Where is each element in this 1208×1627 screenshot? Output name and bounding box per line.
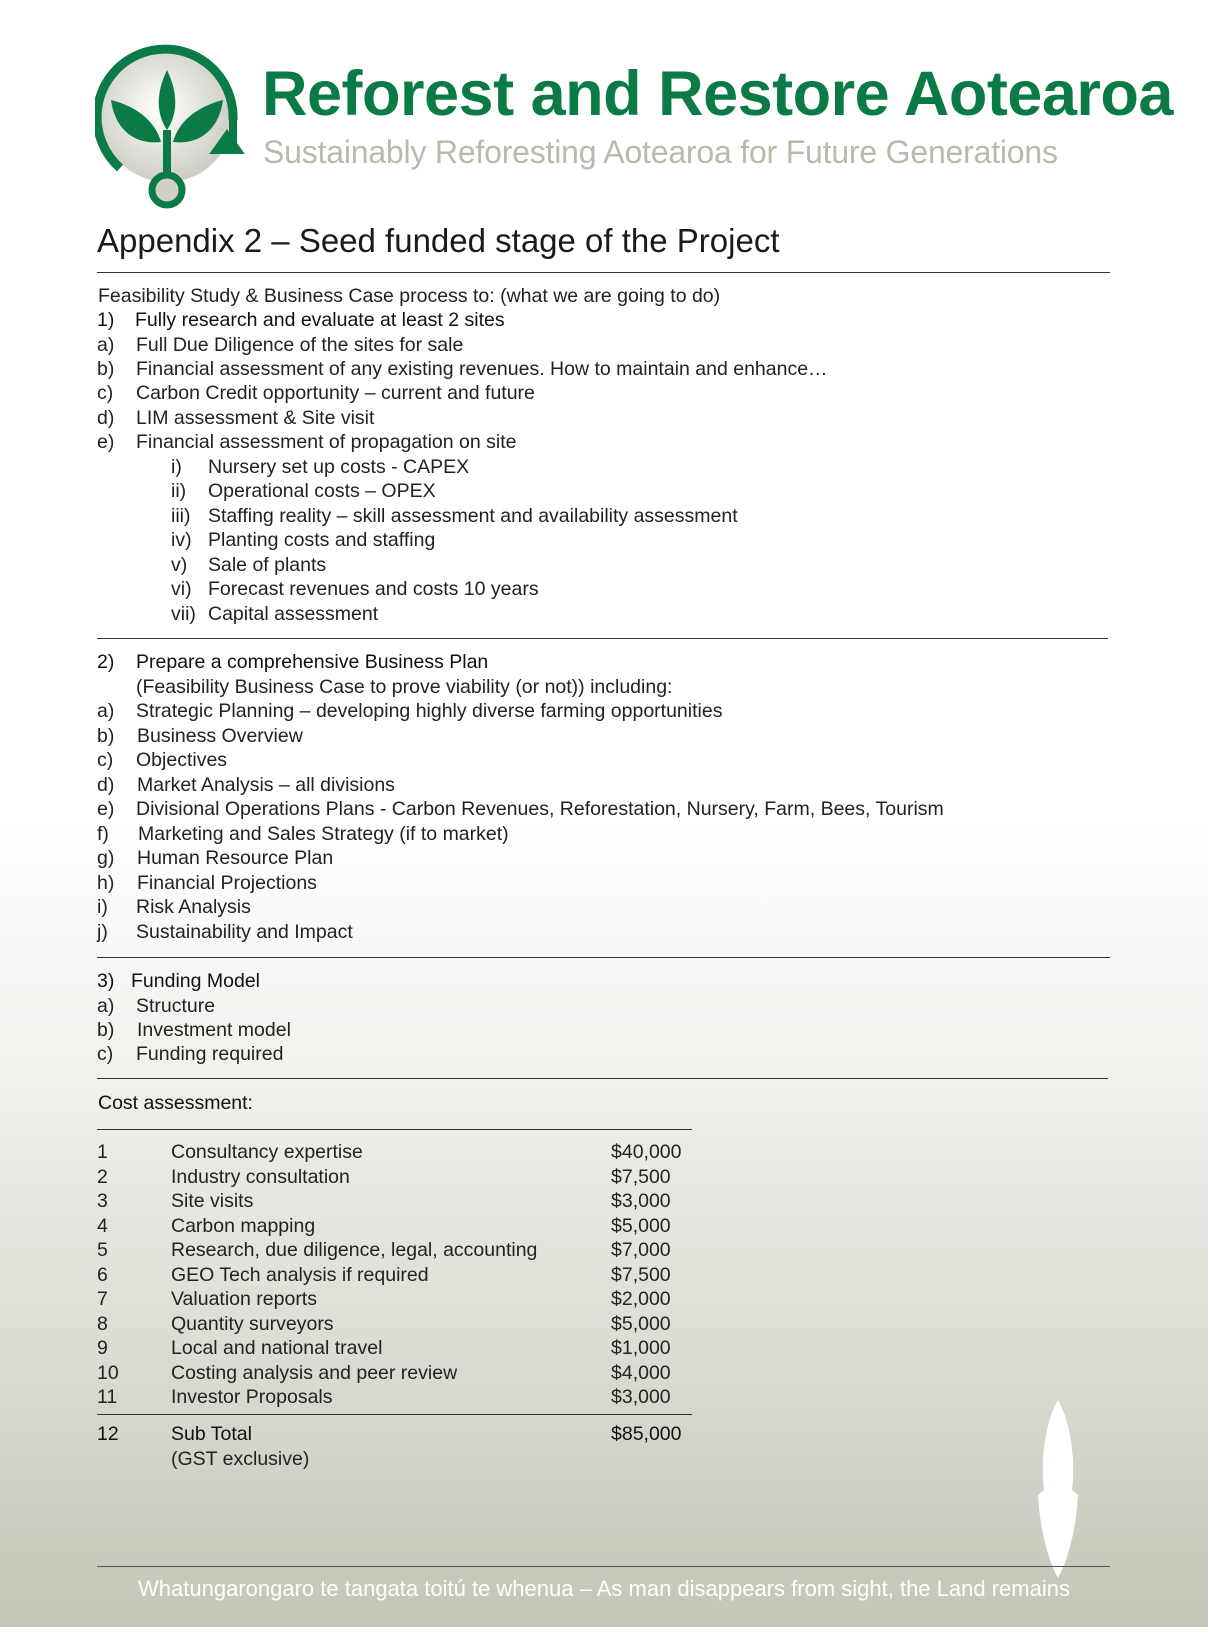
- list-item-text: Divisional Operations Plans - Carbon Revenues, Reforestation, Nursery, Farm, Bees, Tourism: [136, 798, 944, 820]
- cost-heading: Cost assessment:: [98, 1092, 253, 1114]
- sub-list-item-text: Nursery set up costs - CAPEX: [208, 456, 470, 478]
- cost-row-num: 11: [97, 1386, 118, 1408]
- sub-list-marker: vii): [171, 603, 196, 625]
- list-item: [97, 846, 333, 870]
- list-marker: a): [97, 334, 115, 356]
- cost-row-item: Costing analysis and peer review: [171, 1362, 458, 1384]
- sub-list-item-text: Operational costs – OPEX: [208, 480, 436, 502]
- subtotal-row: [97, 1422, 692, 1446]
- tree-silhouette-icon: [1018, 1400, 1098, 1580]
- divider: [97, 1078, 1108, 1079]
- list-item: [97, 381, 535, 405]
- cost-row-num: 3: [97, 1190, 108, 1212]
- sub-list-item: [171, 577, 539, 601]
- sub-list-item-text: Sale of plants: [208, 554, 327, 576]
- cost-row-item: Carbon mapping: [171, 1215, 316, 1237]
- sub-list-marker: iii): [171, 505, 191, 527]
- list-marker: g): [97, 847, 115, 869]
- cost-row-num: 2: [97, 1166, 108, 1188]
- cost-row-item: Industry consultation: [171, 1166, 350, 1188]
- list-item: [97, 895, 251, 919]
- cost-row-amount: $1,000: [611, 1337, 671, 1359]
- cost-row-num: 8: [97, 1313, 108, 1335]
- cost-row-amount: $5,000: [611, 1313, 671, 1335]
- list-marker: a): [97, 700, 115, 722]
- list-item-text: Structure: [136, 995, 216, 1017]
- list-item-text: Financial Projections: [137, 872, 317, 894]
- list-marker: b): [97, 725, 115, 747]
- cost-row-item: Investor Proposals: [171, 1386, 333, 1408]
- list-marker: h): [97, 872, 115, 894]
- cost-row-num: 4: [97, 1215, 108, 1237]
- list-item-text: Carbon Credit opportunity – current and future: [136, 382, 535, 404]
- cost-row-num: 10: [97, 1362, 119, 1384]
- list-item-text: Marketing and Sales Strategy (if to market): [138, 823, 509, 845]
- sub-list-item: [171, 455, 469, 479]
- section2-heading-text: Prepare a comprehensive Business Plan: [136, 651, 489, 673]
- cost-row: [97, 1385, 692, 1409]
- section1-marker: 1): [97, 309, 115, 331]
- list-item-text: LIM assessment & Site visit: [136, 407, 375, 429]
- cost-row-amount: $2,000: [611, 1288, 671, 1310]
- list-item: [97, 994, 215, 1018]
- list-item: [97, 871, 317, 895]
- cost-row: [97, 1189, 692, 1213]
- list-item-text: Human Resource Plan: [137, 847, 334, 869]
- footer-proverb: Whatungarongaro te tangata toitú te whenua – As man disappears from sight, the Land remains: [138, 1576, 1070, 1601]
- cost-row: [97, 1312, 692, 1336]
- cost-row: [97, 1287, 692, 1311]
- intro-text: Feasibility Study & Business Case process to: (what we are going to do): [98, 285, 721, 307]
- list-marker: c): [97, 1043, 114, 1065]
- gst-note: (GST exclusive): [171, 1448, 310, 1470]
- cost-row-amount: $5,000: [611, 1215, 671, 1237]
- list-marker: e): [97, 431, 115, 453]
- cost-table-top-rule: [97, 1129, 692, 1130]
- list-item: [97, 699, 722, 723]
- list-item-text: Objectives: [136, 749, 228, 771]
- cost-row-num: 9: [97, 1337, 108, 1359]
- list-marker: b): [97, 1019, 115, 1041]
- list-item: [97, 748, 227, 772]
- list-item-text: Full Due Diligence of the sites for sale: [136, 334, 464, 356]
- cost-row-amount: $7,000: [611, 1239, 671, 1261]
- list-item: [97, 333, 463, 357]
- list-item-text: Sustainability and Impact: [136, 921, 353, 943]
- list-marker: d): [97, 774, 115, 796]
- divider: [97, 957, 1110, 958]
- cost-row-amount: $3,000: [611, 1190, 671, 1212]
- cost-row: [97, 1361, 692, 1385]
- sub-list-item: [171, 479, 436, 503]
- subtotal-label: Sub Total: [171, 1423, 252, 1445]
- cost-table-subtotal-rule: [97, 1414, 692, 1415]
- list-item: [97, 773, 395, 797]
- sub-list-item: [171, 553, 326, 577]
- list-item-text: Funding required: [136, 1043, 284, 1065]
- section3-marker: 3): [97, 970, 115, 992]
- divider: [97, 638, 1108, 639]
- list-item: [97, 1042, 283, 1066]
- list-item-text: Business Overview: [137, 725, 303, 747]
- section2-marker: 2): [97, 651, 115, 673]
- seedling-logo-icon: [95, 40, 245, 210]
- list-marker: c): [97, 749, 114, 771]
- cost-row-item: GEO Tech analysis if required: [171, 1264, 429, 1286]
- list-item-text: Investment model: [137, 1019, 291, 1041]
- cost-row-item: Consultancy expertise: [171, 1141, 363, 1163]
- list-marker: e): [97, 798, 115, 820]
- list-item-text: Risk Analysis: [136, 896, 251, 918]
- list-item: [97, 724, 303, 748]
- list-marker: d): [97, 407, 115, 429]
- sub-list-marker: ii): [171, 480, 187, 502]
- sub-list-marker: v): [171, 554, 188, 576]
- cost-row-item: Quantity surveyors: [171, 1313, 334, 1335]
- list-item: [97, 822, 509, 846]
- list-item: [97, 1018, 291, 1042]
- list-item: [97, 357, 828, 381]
- sub-list-item: [171, 504, 738, 528]
- cost-row-num: 5: [97, 1239, 108, 1261]
- cost-row-item: Site visits: [171, 1190, 254, 1212]
- divider: [97, 272, 1110, 273]
- cost-row: [97, 1336, 692, 1360]
- list-marker: b): [97, 358, 115, 380]
- sub-list-item-text: Capital assessment: [208, 603, 379, 625]
- cost-row-item: Valuation reports: [171, 1288, 317, 1310]
- subtotal-amount: $85,000: [611, 1423, 682, 1445]
- cost-row-amount: $3,000: [611, 1386, 671, 1408]
- sub-list-marker: i): [171, 456, 182, 478]
- brand-title: Reforest and Restore Aotearoa: [262, 59, 1173, 129]
- sub-list-item-text: Planting costs and staffing: [208, 529, 436, 551]
- subtotal-num: 12: [97, 1423, 119, 1445]
- sub-list-marker: iv): [171, 529, 192, 551]
- cost-row-amount: $4,000: [611, 1362, 671, 1384]
- list-item: [97, 406, 374, 430]
- footer-rule: [97, 1566, 1110, 1567]
- section1-heading: [97, 308, 505, 332]
- cost-row: [97, 1165, 692, 1189]
- section3-heading: [97, 969, 260, 993]
- list-item-text: Market Analysis – all divisions: [137, 774, 395, 796]
- section3-heading-text: Funding Model: [131, 970, 260, 992]
- cost-row-num: 1: [97, 1141, 108, 1163]
- list-marker: c): [97, 382, 114, 404]
- section2-heading: [97, 650, 488, 674]
- cost-row-amount: $7,500: [611, 1166, 671, 1188]
- list-marker: j): [97, 921, 108, 943]
- list-marker: f): [97, 823, 109, 845]
- sub-list-item: [171, 528, 435, 552]
- cost-row-item: Local and national travel: [171, 1337, 383, 1359]
- list-item: [97, 430, 516, 454]
- list-item: [97, 797, 944, 821]
- cost-row: [97, 1238, 692, 1262]
- cost-row: [97, 1140, 692, 1164]
- cost-row-num: 7: [97, 1288, 108, 1310]
- brand-subtitle: Sustainably Reforesting Aotearoa for Future Generations: [263, 134, 1058, 170]
- section1-heading-text: Fully research and evaluate at least 2 sites: [135, 309, 505, 331]
- list-item-text: Strategic Planning – developing highly diverse farming opportunities: [136, 700, 723, 722]
- list-marker: i): [97, 896, 108, 918]
- cost-row-num: 6: [97, 1264, 108, 1286]
- cost-row-item: Research, due diligence, legal, accounting: [171, 1239, 538, 1261]
- sub-list-item: [171, 602, 378, 626]
- cost-row-amount: $7,500: [611, 1264, 671, 1286]
- list-item: [97, 920, 353, 944]
- sub-list-marker: vi): [171, 578, 192, 600]
- list-item-text: Financial assessment of propagation on site: [136, 431, 517, 453]
- sub-list-item-text: Forecast revenues and costs 10 years: [208, 578, 539, 600]
- sub-list-item-text: Staffing reality – skill assessment and availability assessment: [208, 505, 738, 527]
- cost-row: [97, 1263, 692, 1287]
- list-marker: a): [97, 995, 115, 1017]
- list-item-text: Financial assessment of any existing revenues. How to maintain and enhance…: [136, 358, 828, 380]
- cost-row: [97, 1214, 692, 1238]
- cost-row-amount: $40,000: [611, 1141, 682, 1163]
- page-title: Appendix 2 – Seed funded stage of the Project: [97, 222, 780, 259]
- section2-subheading: (Feasibility Business Case to prove viability (or not)) including:: [136, 676, 673, 698]
